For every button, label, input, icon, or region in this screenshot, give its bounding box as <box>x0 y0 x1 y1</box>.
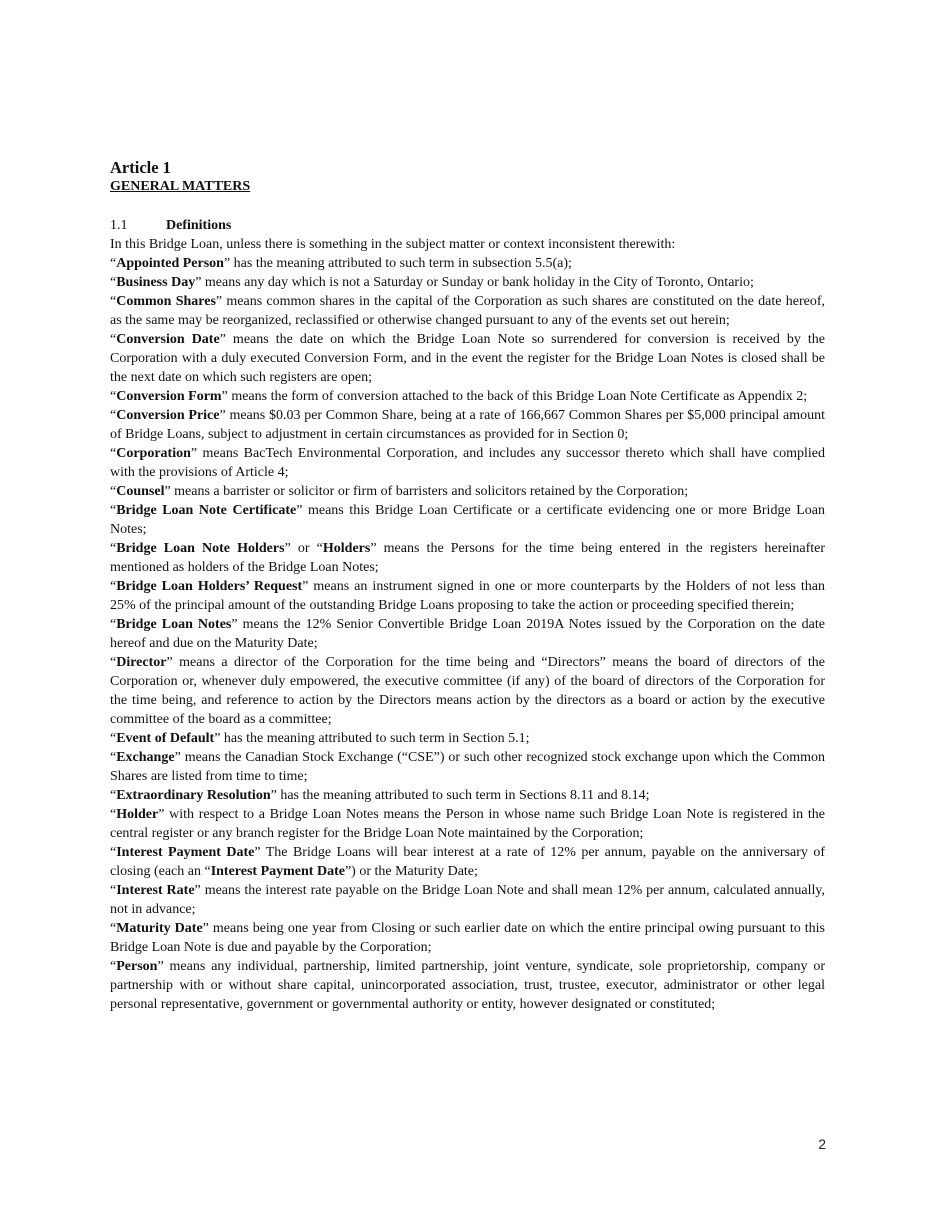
section-number: 1.1 <box>110 218 128 233</box>
definition-term: Counsel <box>116 484 165 499</box>
definition-item <box>110 748 825 786</box>
definition-text: “ <box>110 807 117 822</box>
definition-text: ” means BacTech Environmental Corporation, and includes any successor thereto which shall have complied with the provisions of Article 4; <box>110 446 825 480</box>
definition-item <box>110 957 825 1014</box>
definition-item <box>110 292 825 330</box>
definition-item <box>110 577 825 615</box>
definition-item <box>110 406 825 444</box>
document-page <box>110 158 825 1014</box>
definition-item <box>110 805 825 843</box>
definition-term: Holder <box>116 807 159 822</box>
definition-text: ” means the Persons for the time being entered in the registers hereinafter mentioned as holders of the Bridge Loan Notes; <box>110 541 826 575</box>
definition-text: “ <box>110 256 117 271</box>
definition-text: ” means the interest rate payable on the Bridge Loan Note and shall mean 12% per annum, calculated annually, not in advance; <box>110 883 826 917</box>
definition-text: “ <box>110 731 117 746</box>
definition-text: “ <box>110 921 117 936</box>
definition-term: Interest Payment Date <box>116 845 255 860</box>
definition-term: Business Day <box>116 275 196 290</box>
definition-item <box>110 919 825 957</box>
definition-item <box>110 653 825 729</box>
definition-term: Conversion Date <box>116 332 220 347</box>
definition-term: Interest Payment Date <box>210 864 345 879</box>
definition-text: “ <box>110 275 117 290</box>
article-subtitle: GENERAL MATTERS <box>110 179 251 194</box>
definition-text: ”) or the Maturity Date; <box>344 864 478 879</box>
definition-text: ” with respect to a Bridge Loan Notes means the Person in whose name such Bridge Loan Note is registered in the central register or any branch register for the Bridge Loan Note maintained by the Corporation; <box>110 807 825 841</box>
definition-text: “ <box>110 655 117 670</box>
definition-text: “ <box>110 389 117 404</box>
definition-item <box>110 330 825 387</box>
definition-term: Interest Rate <box>116 883 195 898</box>
definition-text: “ <box>110 788 117 803</box>
definition-item <box>110 843 825 881</box>
definition-term: Extraordinary Resolution <box>116 788 271 803</box>
definition-text: “ <box>110 484 117 499</box>
definition-text: “ <box>110 408 117 423</box>
definition-term: Corporation <box>116 446 191 461</box>
definitions-list <box>110 254 825 1014</box>
definition-text: ” means this Bridge Loan Certificate or a certificate evidencing one or more Bridge Loan Notes; <box>110 503 825 537</box>
definition-text: “ <box>110 541 117 556</box>
definition-text: ” means being one year from Closing or such earlier date on which the entire principal owing pursuant to this Bridge Loan Note is due and payable by the Corporation; <box>110 921 825 955</box>
definition-item <box>110 539 825 577</box>
section-title: Definitions <box>166 218 232 233</box>
definition-text: ” The Bridge Loans will bear interest at a rate of 12% per annum, payable on the anniversary of closing (each an “ <box>110 845 825 879</box>
definition-text: “ <box>110 503 117 518</box>
definition-item <box>110 273 825 292</box>
definition-text: ” means the Canadian Stock Exchange (“CSE”) or such other recognized stock exchange upon which the Common Shares are listed from time to time; <box>110 750 825 784</box>
definition-text: ” means the date on which the Bridge Loan Note so surrendered for conversion is received by the Corporation with a duly executed Conversion Form, and in the event the register for the Bridge Loan Notes is closed shall be the next date on which such registers are open; <box>110 332 825 385</box>
definition-text: ” means $0.03 per Common Share, being at a rate of 166,667 Common Shares per $5,000 principal amount of Bridge Loans, subject to adjustment in certain circumstances as provided for in Section 0; <box>110 408 826 442</box>
definition-item <box>110 482 825 501</box>
definition-term: Holders <box>322 541 371 556</box>
definition-term: Director <box>116 655 167 670</box>
definition-item <box>110 615 825 653</box>
definition-item <box>110 254 825 273</box>
definition-text: ” means a barrister or solicitor or firm of barristers and solicitors retained by the Corporation; <box>164 484 689 499</box>
definition-item <box>110 881 825 919</box>
definition-text: “ <box>110 294 117 309</box>
definition-text: ” means a director of the Corporation for the time being and “Directors” means the board of directors of the Corporation or, whenever duly empowered, the executive committee (if any) of the board of directors of the Corporation for the time being, and reference to action by the Directors means action by the directors as a board or action by the executive committee of the board as a committee; <box>110 655 825 727</box>
definition-term: Conversion Form <box>116 389 222 404</box>
definition-item <box>110 729 825 748</box>
definition-text: “ <box>110 617 117 632</box>
definition-term: Exchange <box>116 750 175 765</box>
definition-text: “ <box>110 446 117 461</box>
definition-text: ” has the meaning attributed to such term in subsection 5.5(a); <box>223 256 572 271</box>
definition-term: Appointed Person <box>116 256 224 271</box>
definition-term: Conversion Price <box>116 408 220 423</box>
definition-text: ” means any individual, partnership, limited partnership, joint venture, syndicate, sole proprietorship, company or partnership with or without share capital, unincorporated association, trust, trustee, executor, administrator or other legal personal representative, government or governmental authority or entity, however designated or constituted; <box>110 959 825 1012</box>
definition-text: “ <box>110 579 117 594</box>
definition-item <box>110 387 825 406</box>
definition-text: “ <box>110 750 117 765</box>
definition-term: Person <box>116 959 158 974</box>
definition-text: “ <box>110 332 117 347</box>
definition-text: ” has the meaning attributed to such term in Section 5.1; <box>214 731 530 746</box>
definition-text: “ <box>110 845 117 860</box>
definition-text: ” or “ <box>284 541 323 556</box>
definition-text: ” means an instrument signed in one or more counterparts by the Holders of not less than 25% of the principal amount of the outstanding Bridge Loans proposing to take the action or proceeding specified therein; <box>110 579 825 613</box>
definition-term: Bridge Loan Notes <box>116 617 232 632</box>
definition-term: Bridge Loan Note Certificate <box>116 503 297 518</box>
definition-item <box>110 444 825 482</box>
definition-term: Bridge Loan Holders’ Request <box>116 579 303 594</box>
definition-term: Common Shares <box>116 294 216 309</box>
definition-text: “ <box>110 959 117 974</box>
definition-term: Bridge Loan Note Holders <box>116 541 285 556</box>
definition-text: “ <box>110 883 117 898</box>
definition-text: ” means the 12% Senior Convertible Bridge Loan 2019A Notes issued by the Corporation on the date hereof and due on the Maturity Date; <box>110 617 825 651</box>
definition-item <box>110 501 825 539</box>
intro-paragraph: In this Bridge Loan, unless there is something in the subject matter or context inconsistent therewith: <box>110 237 676 252</box>
definition-item <box>110 786 825 805</box>
article-title: Article 1 <box>110 158 171 177</box>
page-number: 2 <box>818 1136 826 1152</box>
definition-text: ” has the meaning attributed to such term in Sections 8.11 and 8.14; <box>270 788 650 803</box>
definition-term: Event of Default <box>116 731 215 746</box>
section-heading <box>110 216 825 235</box>
definition-text: ” means common shares in the capital of the Corporation as such shares are constituted on the date hereof, as the same may be reorganized, reclassified or otherwise changed pursuant to any of the events set out herein; <box>110 294 825 328</box>
definition-text: ” means any day which is not a Saturday or Sunday or bank holiday in the City of Toronto, Ontario; <box>195 275 754 290</box>
definition-term: Maturity Date <box>116 921 203 936</box>
definition-text: ” means the form of conversion attached to the back of this Bridge Loan Note Certificate as Appendix 2; <box>221 389 808 404</box>
